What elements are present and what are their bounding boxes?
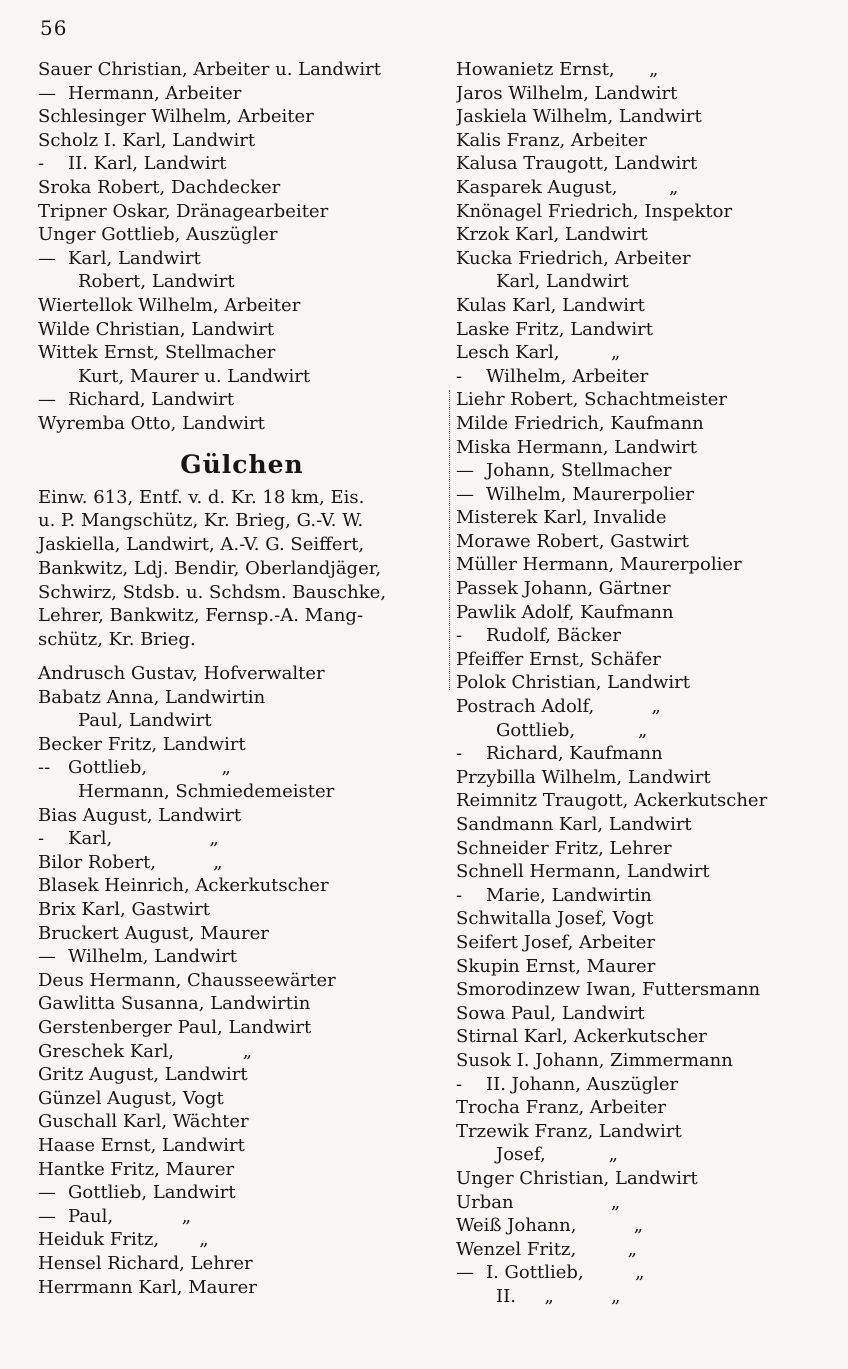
list-item: [456, 105, 840, 129]
list-item: [456, 1214, 840, 1238]
list-item: [38, 58, 446, 82]
entry-text: Kalusa Traugott, Landwirt: [456, 153, 698, 175]
entry-text: Richard, Landwirt: [68, 389, 235, 411]
list-item: [38, 1205, 446, 1229]
ditto-dash: -: [456, 625, 463, 647]
list-item: [38, 152, 446, 176]
entry-text: Unger Gottlieb, Auszügler: [38, 224, 278, 246]
list-item: [456, 837, 840, 861]
list-item: [456, 152, 840, 176]
list-item: [38, 318, 446, 342]
entry-text: Scholz I. Karl, Landwirt: [38, 129, 256, 151]
entry-text: Smorodinzew Iwan, Futtersmann: [456, 979, 761, 1001]
entry-text: Seifert Josef, Arbeiter: [456, 931, 656, 953]
ditto-dash: -: [456, 365, 463, 387]
ditto-dash: —: [456, 483, 474, 505]
ditto-dash: —: [456, 1262, 474, 1284]
entry-text: Richard, Kaufmann: [486, 743, 663, 765]
entry-text: Kalis Franz, Arbeiter: [456, 129, 648, 151]
list-item: [456, 1167, 840, 1191]
list-item: [456, 766, 840, 790]
ditto-dash: -: [38, 828, 45, 850]
entry-text: Reimnitz Traugott, Ackerkutscher: [456, 790, 768, 812]
entry-text: Wyremba Otto, Landwirt: [38, 412, 265, 434]
right-column: [456, 58, 840, 1308]
list-item: [38, 756, 446, 780]
list-item: [38, 341, 446, 365]
list-item: [38, 1063, 446, 1087]
entry-text: Becker Fritz, Landwirt: [38, 733, 246, 755]
entry-text: Sowa Paul, Landwirt: [456, 1002, 645, 1024]
entry-text: Morawe Robert, Gastwirt: [456, 530, 689, 552]
section-info-line: u. P. Mangschütz, Kr. Brieg, G.-V. W.: [38, 510, 364, 532]
entry-text: Blasek Heinrich, Ackerkutscher: [38, 875, 329, 897]
entry-text: Stirnal Karl, Ackerkutscher: [456, 1026, 707, 1048]
entry-text: Gritz August, Landwirt: [38, 1064, 248, 1086]
entry-text: Wilhelm, Landwirt: [68, 946, 238, 968]
list-item: [38, 1252, 446, 1276]
entry-text: Milde Friedrich, Kaufmann: [456, 412, 704, 434]
entry-text: Postrach Adolf, „: [456, 696, 661, 718]
list-item: [456, 1002, 840, 1026]
list-item: [38, 1110, 446, 1134]
list-item: [456, 671, 840, 695]
entry-text: Krzok Karl, Landwirt: [456, 224, 648, 246]
entry-text: Bias August, Landwirt: [38, 804, 242, 826]
entry-text: Josef, „: [496, 1144, 618, 1166]
entry-text: Laske Fritz, Landwirt: [456, 318, 654, 340]
section-info-line: Schwirz, Stdsb. u. Schdsm. Bauschke,: [38, 581, 387, 603]
section-info-line: Jaskiella, Landwirt, A.-V. G. Seiffert,: [38, 534, 365, 556]
list-item: [456, 884, 840, 908]
ditto-dash: —: [38, 1205, 56, 1227]
list-item: [38, 992, 446, 1016]
list-item: [456, 813, 840, 837]
entry-text: Gottlieb, „: [496, 719, 648, 741]
list-item: [456, 1120, 840, 1144]
entry-text: Schlesinger Wilhelm, Arbeiter: [38, 106, 314, 128]
list-item: [456, 1025, 840, 1049]
list-item: [38, 223, 446, 247]
entry-text: Miska Hermann, Landwirt: [456, 436, 697, 458]
ditto-dash: —: [38, 946, 56, 968]
ditto-dash: --: [38, 757, 51, 779]
list-item: [38, 388, 446, 412]
list-item: [456, 695, 840, 719]
entry-text: Kulas Karl, Landwirt: [456, 294, 645, 316]
entry-text: Wilhelm, Maurerpolier: [486, 483, 694, 505]
list-item: [38, 1016, 446, 1040]
list-item: [456, 1073, 840, 1097]
entry-text: Susok I. Johann, Zimmermann: [456, 1049, 733, 1071]
entry-text: Haase Ernst, Landwirt: [38, 1134, 245, 1156]
entry-text: Robert, Landwirt: [78, 271, 235, 293]
ditto-dash: —: [38, 1182, 56, 1204]
list-item: [38, 365, 446, 389]
entry-text: Bruckert August, Maurer: [38, 922, 269, 944]
list-item: [456, 483, 840, 507]
entry-text: Pfeiffer Ernst, Schäfer: [456, 648, 661, 670]
list-item: [38, 105, 446, 129]
list-item: [38, 922, 446, 946]
entry-text: Hantke Fritz, Maurer: [38, 1158, 235, 1180]
list-item: [456, 1238, 840, 1262]
entry-text: Gottlieb, „: [68, 757, 231, 779]
entry-text: Karl, Landwirt: [496, 271, 629, 293]
column-divider: [449, 390, 450, 690]
list-item: [38, 969, 446, 993]
entry-text: Bilor Robert, „: [38, 851, 223, 873]
entry-text: Johann, Stellmacher: [486, 460, 672, 482]
entry-text: Wenzel Fritz, „: [456, 1238, 638, 1260]
ditto-dash: -: [456, 743, 463, 765]
entry-text: Gerstenberger Paul, Landwirt: [38, 1016, 312, 1038]
list-item: [38, 1134, 446, 1158]
list-item: [456, 412, 840, 436]
entry-text: Pawlik Adolf, Kaufmann: [456, 601, 674, 623]
entry-list-top: [38, 58, 446, 436]
list-item: [456, 955, 840, 979]
list-item: [38, 1158, 446, 1182]
entry-text: Hermann, Arbeiter: [68, 82, 242, 104]
list-item: [38, 1087, 446, 1111]
list-item: [456, 530, 840, 554]
list-item: [456, 459, 840, 483]
list-item: [38, 851, 446, 875]
list-item: [38, 874, 446, 898]
entry-text: Sauer Christian, Arbeiter u. Landwirt: [38, 59, 381, 80]
entry-text: Kurt, Maurer u. Landwirt: [78, 365, 311, 387]
list-item: [38, 82, 446, 106]
list-item: [456, 1285, 840, 1309]
entry-text: Gawlitta Susanna, Landwirtin: [38, 993, 311, 1015]
list-item: [456, 388, 840, 412]
list-item: [456, 200, 840, 224]
entry-text: Deus Hermann, Chausseewärter: [38, 969, 336, 991]
list-item: [456, 978, 840, 1002]
list-item: [456, 318, 840, 342]
list-item: [456, 624, 840, 648]
entry-text: Müller Hermann, Maurerpolier: [456, 554, 742, 576]
entry-text: Wittek Ernst, Stellmacher: [38, 342, 276, 364]
list-item: [456, 1049, 840, 1073]
entry-text: Paul, „: [68, 1205, 192, 1227]
entry-text: Trocha Franz, Arbeiter: [456, 1097, 666, 1119]
list-item: [38, 176, 446, 200]
entry-text: Unger Christian, Landwirt: [456, 1167, 698, 1189]
entry-text: Tripner Oskar, Dränagearbeiter: [38, 200, 329, 222]
entry-text: Andrusch Gustav, Hofverwalter: [38, 663, 325, 685]
list-item: [38, 804, 446, 828]
list-item: [456, 577, 840, 601]
list-item: [38, 827, 446, 851]
section-info-line: Lehrer, Bankwitz, Fernsp.-A. Mang-: [38, 605, 364, 627]
entry-text: II. Karl, Landwirt: [68, 153, 227, 175]
entry-text: Gottlieb, Landwirt: [68, 1182, 236, 1204]
entry-text: Jaros Wilhelm, Landwirt: [456, 82, 678, 104]
entry-text: Babatz Anna, Landwirtin: [38, 686, 266, 708]
entry-list-right: [456, 58, 840, 1308]
entry-text: Kasparek August, „: [456, 176, 679, 198]
list-item: [38, 662, 446, 686]
entry-text: Wiertellok Wilhelm, Arbeiter: [38, 294, 301, 316]
section-info-line: Bankwitz, Ldj. Bendir, Oberlandjäger,: [38, 557, 382, 579]
ditto-dash: -: [38, 153, 45, 175]
list-item: [38, 1181, 446, 1205]
list-item: [38, 294, 446, 318]
entry-text: Wilde Christian, Landwirt: [38, 318, 275, 340]
list-item: [38, 709, 446, 733]
entry-list-bottom: [38, 662, 446, 1299]
ditto-dash: —: [38, 247, 56, 269]
list-item: [38, 686, 446, 710]
list-item: [456, 907, 840, 931]
entry-text: Misterek Karl, Invalide: [456, 507, 667, 529]
entry-text: Howanietz Ernst, „: [456, 59, 659, 80]
list-item: [456, 436, 840, 460]
ditto-dash: —: [456, 460, 474, 482]
list-item: [456, 341, 840, 365]
entry-text: Trzewik Franz, Landwirt: [456, 1120, 682, 1142]
entry-text: Knönagel Friedrich, Inspektor: [456, 200, 733, 222]
list-item: [38, 1276, 446, 1300]
list-item: [456, 223, 840, 247]
section-info-line: schütz, Kr. Brieg.: [38, 629, 196, 651]
list-item: [456, 742, 840, 766]
list-item: [456, 931, 840, 955]
section-title: Gülchen: [180, 449, 304, 479]
list-item: [38, 247, 446, 271]
list-item: [456, 294, 840, 318]
left-column: [38, 58, 446, 1299]
list-item: [38, 780, 446, 804]
list-item: [38, 898, 446, 922]
list-item: [456, 82, 840, 106]
list-item: [456, 648, 840, 672]
list-item: [38, 733, 446, 757]
list-item: [38, 270, 446, 294]
list-item: [456, 601, 840, 625]
entry-text: II. „ „: [496, 1285, 621, 1307]
ditto-dash: —: [38, 389, 56, 411]
list-item: [38, 945, 446, 969]
list-item: [456, 719, 840, 743]
entry-text: II. Johann, Auszügler: [486, 1073, 679, 1095]
entry-text: Heiduk Fritz, „: [38, 1229, 209, 1251]
list-item: [456, 553, 840, 577]
section-info: [38, 486, 446, 663]
entry-text: Rudolf, Bäcker: [486, 625, 621, 647]
entry-text: Kucka Friedrich, Arbeiter: [456, 247, 691, 269]
entry-text: Karl, Landwirt: [68, 247, 201, 269]
entry-text: Urban „: [456, 1191, 621, 1213]
ditto-dash: -: [456, 884, 463, 906]
entry-text: Schwitalla Josef, Vogt: [456, 908, 654, 930]
entry-text: Greschek Karl, „: [38, 1040, 253, 1062]
list-item: [456, 176, 840, 200]
list-item: [456, 129, 840, 153]
entry-text: Guschall Karl, Wächter: [38, 1111, 249, 1133]
entry-text: Liehr Robert, Schachtmeister: [456, 389, 727, 411]
entry-text: Hensel Richard, Lehrer: [38, 1252, 253, 1274]
list-item: [38, 200, 446, 224]
list-item: [456, 270, 840, 294]
entry-text: Günzel August, Vogt: [38, 1087, 224, 1109]
list-item: [456, 860, 840, 884]
entry-text: I. Gottlieb, „: [486, 1262, 645, 1284]
list-item: [456, 1261, 840, 1285]
entry-text: Marie, Landwirtin: [486, 884, 652, 906]
ditto-dash: -: [456, 1073, 463, 1095]
list-item: [456, 506, 840, 530]
list-item: [456, 58, 840, 82]
section-info-line: Einw. 613, Entf. v. d. Kr. 18 km, Eis.: [38, 486, 365, 508]
entry-text: Schnell Hermann, Landwirt: [456, 861, 710, 883]
list-item: [456, 789, 840, 813]
list-item: [38, 412, 446, 436]
entry-text: Sroka Robert, Dachdecker: [38, 176, 281, 198]
ditto-dash: —: [38, 82, 56, 104]
list-item: [38, 1228, 446, 1252]
entry-text: Schneider Fritz, Lehrer: [456, 837, 672, 859]
list-item: [456, 1143, 840, 1167]
list-item: [456, 365, 840, 389]
entry-text: Passek Johann, Gärtner: [456, 578, 671, 600]
entry-text: Sandmann Karl, Landwirt: [456, 814, 692, 835]
list-item: [38, 1040, 446, 1064]
entry-text: Polok Christian, Landwirt: [456, 672, 690, 694]
list-item: [456, 1096, 840, 1120]
entry-text: Jaskiela Wilhelm, Landwirt: [456, 106, 702, 128]
entry-text: Hermann, Schmiedemeister: [78, 781, 335, 803]
entry-text: Herrmann Karl, Maurer: [38, 1276, 257, 1298]
entry-text: Wilhelm, Arbeiter: [486, 365, 649, 387]
entry-text: Paul, Landwirt: [78, 710, 212, 732]
page-number: 56: [40, 16, 68, 40]
entry-text: Lesch Karl, „: [456, 342, 621, 364]
entry-text: Brix Karl, Gastwirt: [38, 899, 211, 921]
entry-text: Skupin Ernst, Maurer: [456, 955, 656, 977]
entry-text: Weiß Johann, „: [456, 1215, 644, 1237]
list-item: [456, 1191, 840, 1215]
list-item: [38, 129, 446, 153]
entry-text: Karl, „: [68, 828, 219, 850]
entry-text: Przybilla Wilhelm, Landwirt: [456, 766, 711, 788]
list-item: [456, 247, 840, 271]
